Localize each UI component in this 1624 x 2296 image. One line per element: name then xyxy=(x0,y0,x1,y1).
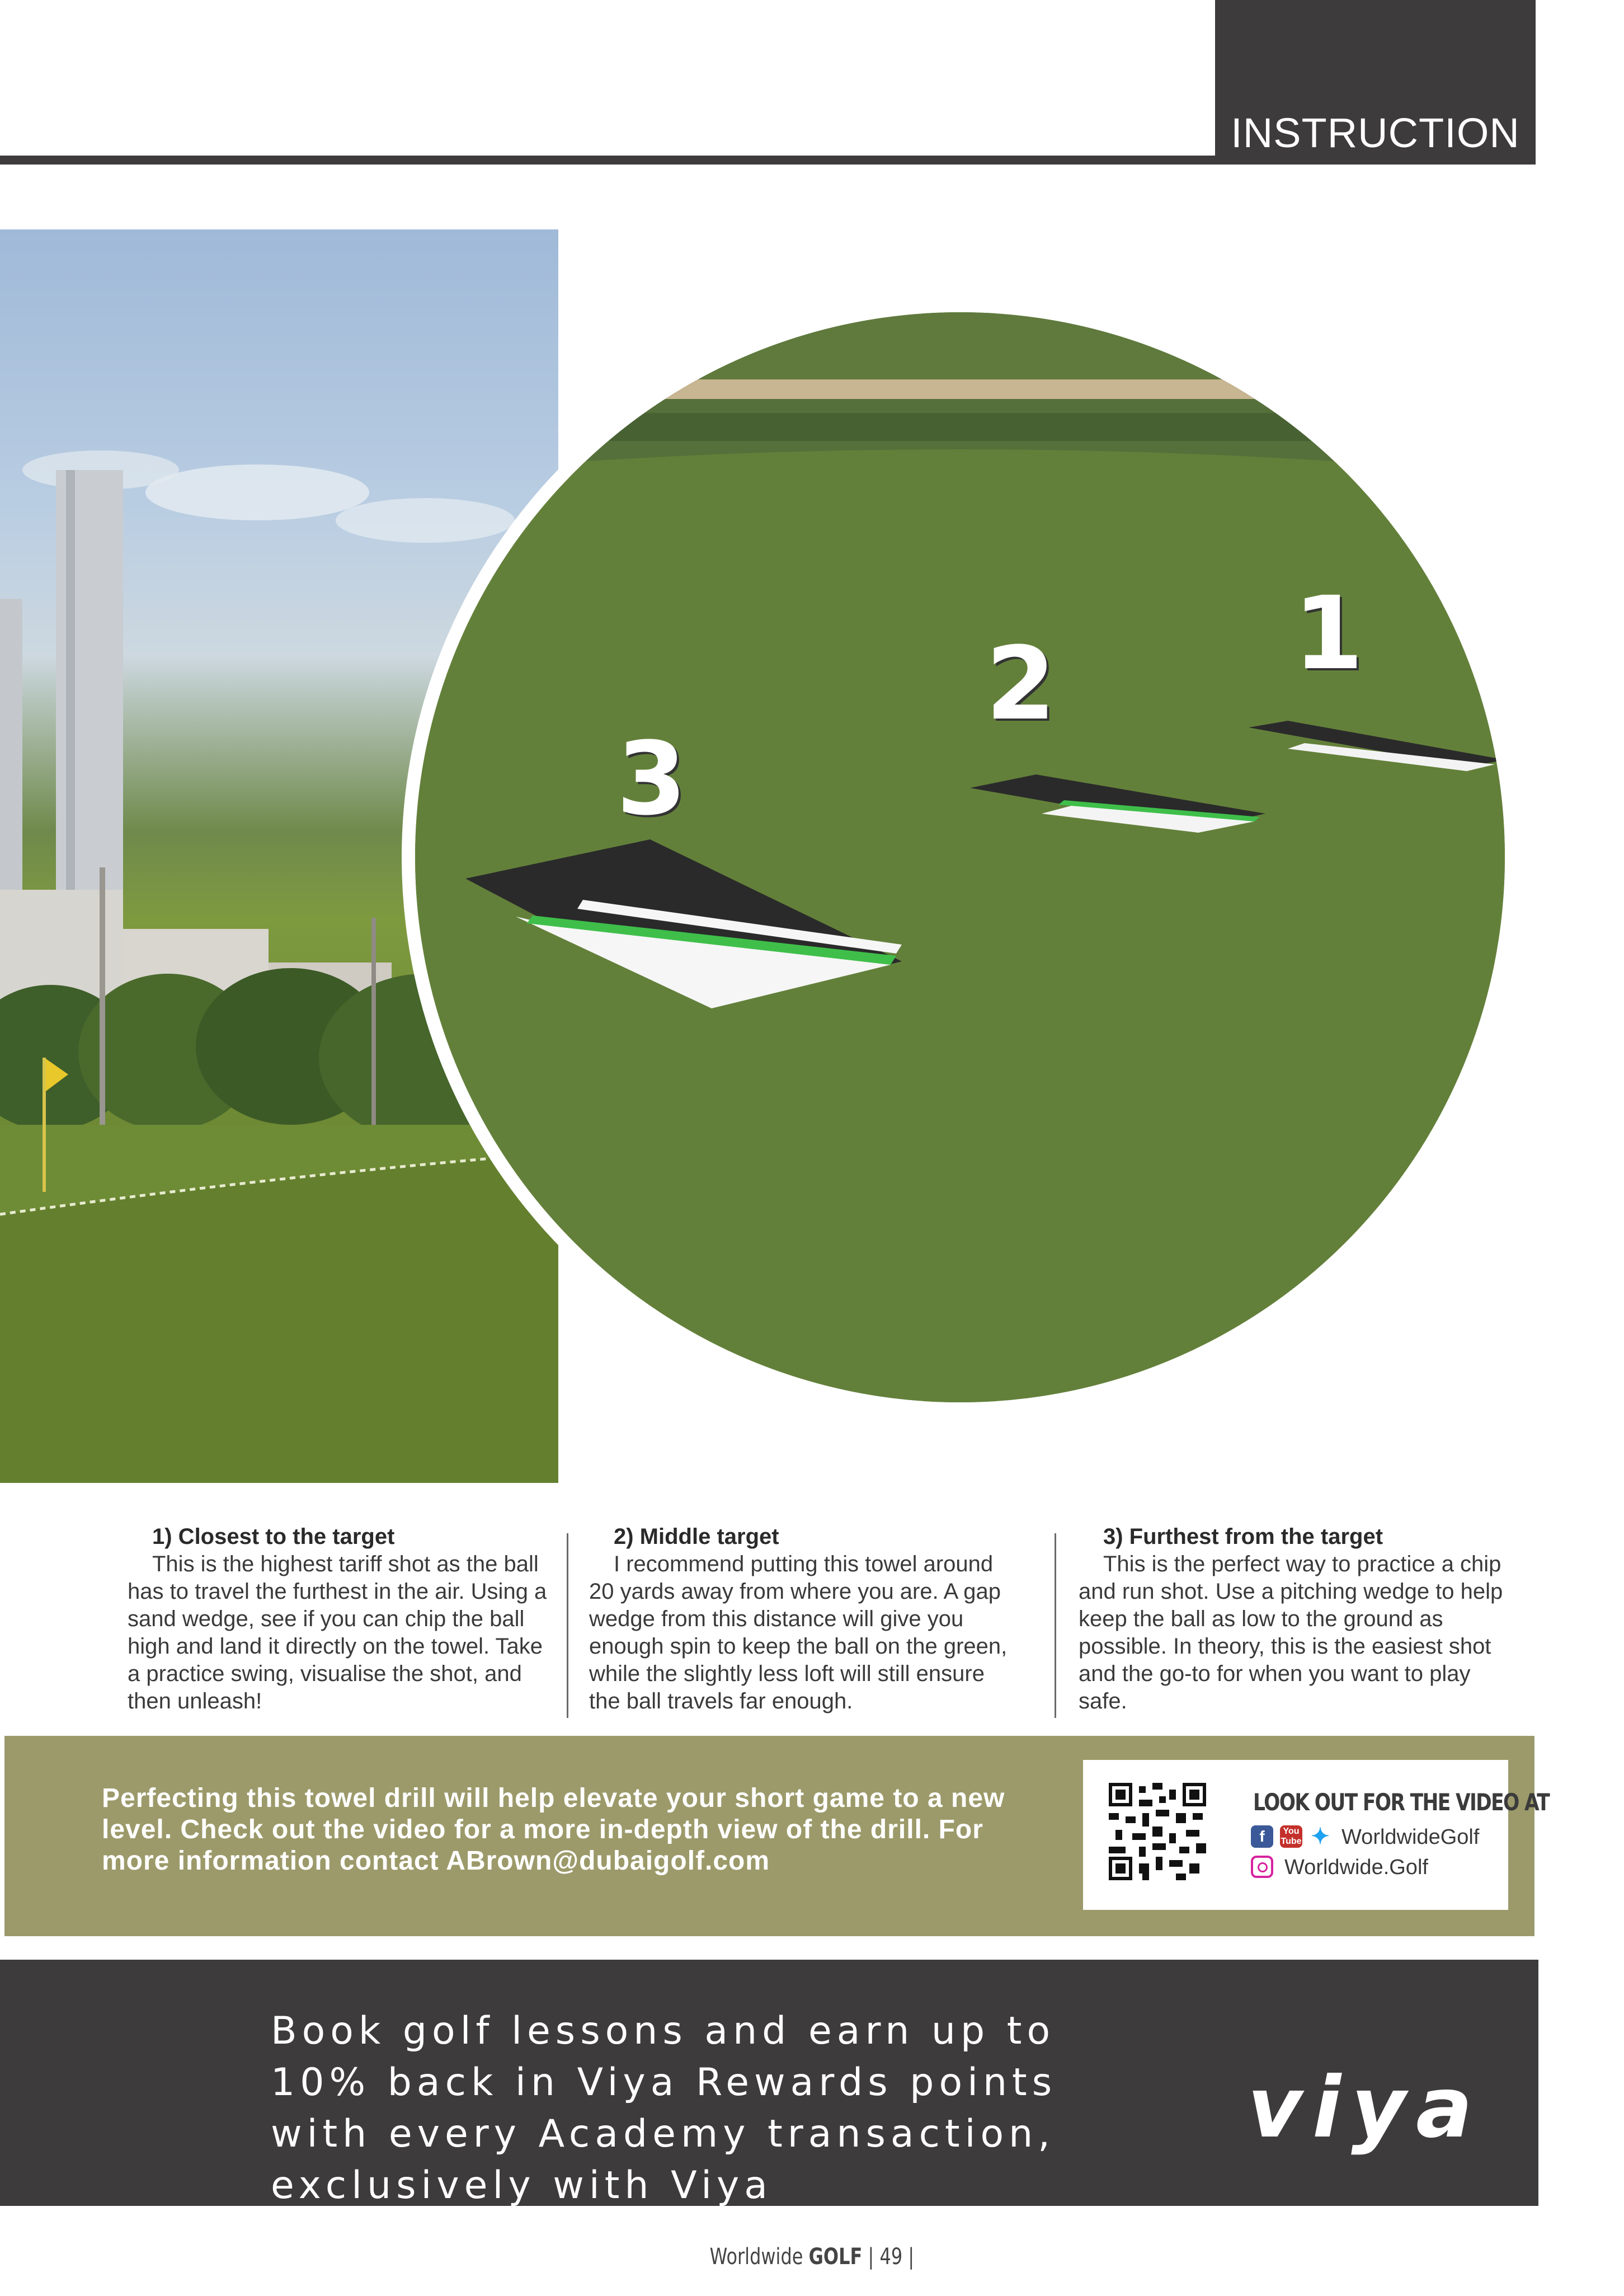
header-rule xyxy=(0,156,1215,165)
tip-heading: 1) Closest to the target xyxy=(152,1524,395,1549)
tip-column-1 xyxy=(128,1523,553,1715)
banner-text: Book golf lessons and earn up to 10% back in Viya Rewards points with every Academy transaction, exclusively with Viya xyxy=(271,2009,1057,2208)
tip-body: This is the highest tariff shot as the ball has to travel the furthest in the air. Using a sand wedge, see if you can chip the ball high and land it directly on the towel. Take a practice swing, visualise the shot, and then unleash! xyxy=(128,1552,547,1713)
promo-text: Perfecting this towel drill will help elevate your short game to a new level. Check out the video for a more in-depth view of the drill. For more information contact ABrown@dubaigolf.com xyxy=(102,1783,1005,1876)
page-footer xyxy=(0,2244,1624,2270)
towel-drill-photo xyxy=(402,299,1518,1416)
target-number-3: 3 xyxy=(616,721,687,838)
tip-column-3 xyxy=(1079,1523,1504,1715)
tip-heading: 3) Furthest from the target xyxy=(1103,1524,1383,1549)
green-towel-illustration xyxy=(415,312,1505,1402)
social-handle[interactable]: WorldwideGolf xyxy=(1341,1825,1480,1849)
section-label: INSTRUCTION xyxy=(1231,110,1520,156)
publication-name: Worldwide GOLF | 49 | xyxy=(709,2244,915,2270)
column-divider xyxy=(567,1533,568,1718)
tip-heading: 2) Middle target xyxy=(614,1524,779,1549)
instagram-handle[interactable]: Worldwide.Golf xyxy=(1284,1856,1428,1879)
tip-body: I recommend putting this towel around 20 yards away from where you are. A gap wedge from this distance will give you enough spin to keep the ball on the green, while the slightly less loft will still ensure the ball travels far enough. xyxy=(589,1552,1008,1713)
tip-column-2 xyxy=(589,1523,1014,1715)
publication-title: GOLF xyxy=(808,2244,863,2270)
page-number: 49 xyxy=(879,2244,903,2270)
publication-prefix: Worldwide xyxy=(709,2244,803,2270)
qr-code-icon[interactable] xyxy=(1109,1783,1206,1880)
twitter-icon[interactable]: ✦ xyxy=(1311,1824,1330,1849)
target-number-2: 2 xyxy=(986,626,1056,743)
viya-logo: viya xyxy=(1248,2059,1483,2157)
instagram-icon[interactable] xyxy=(1251,1856,1273,1878)
tip-body: This is the perfect way to practice a chip and run shot. Use a pitching wedge to help keep the ball as low to the ground as possible. In theory, this is the easiest shot and the go-to for when you want to play safe. xyxy=(1079,1552,1503,1713)
column-divider xyxy=(1055,1533,1056,1718)
video-title: LOOK OUT FOR THE VIDEO AT xyxy=(1253,1788,1550,1816)
facebook-icon[interactable]: f xyxy=(1251,1825,1273,1848)
target-number-1: 1 xyxy=(1293,575,1364,692)
youtube-icon[interactable]: You Tube xyxy=(1280,1825,1302,1848)
